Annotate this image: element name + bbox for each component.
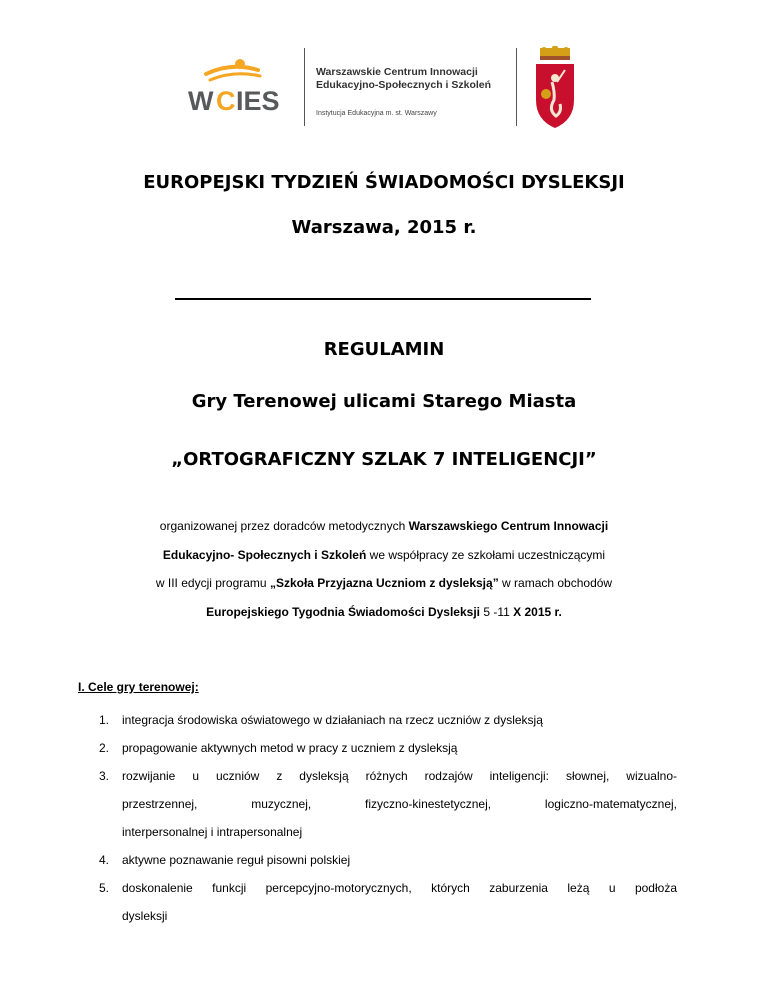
regulations-heading: REGULAMIN — [323, 339, 445, 360]
intro-bold: „Szkoła Przyjazna Uczniom z dysleksją” — [269, 576, 499, 590]
intro-line — [0, 576, 768, 590]
list-text: integracja środowiska oświatowego w działaniach na rzecz uczniów z dysleksją — [122, 713, 543, 727]
game-title: Gry Terenowej ulicami Starego Miasta — [191, 391, 577, 412]
header-divider — [304, 48, 305, 126]
intro-bold: Edukacyjno- Społecznych i Szkoleń — [162, 548, 367, 562]
intro-line — [0, 605, 768, 619]
list-item — [99, 762, 677, 846]
list-item — [99, 874, 677, 930]
svg-text:W: W — [188, 86, 214, 114]
intro-line — [0, 548, 768, 562]
document-place-date: Warszawa, 2015 r. — [291, 217, 477, 238]
section-heading: I. Cele gry terenowej: — [78, 680, 199, 694]
list-text: interpersonalnej i intrapersonalnej — [122, 825, 303, 839]
list-text: propagowanie aktywnych metod w pracy z uczniem z dysleksją — [122, 741, 458, 755]
header-divider — [516, 48, 517, 126]
goals-list — [99, 706, 677, 930]
intro-text: 5 -11 — [480, 605, 514, 619]
svg-text:IES: IES — [236, 86, 280, 114]
list-number: 3. — [99, 769, 110, 783]
institution-line2: Edukacyjno-Społecznych i Szkoleń — [316, 79, 492, 91]
intro-text: we współpracy ze szkołami uczestniczącymi — [366, 548, 606, 562]
wcies-logo — [186, 54, 296, 114]
list-number: 5. — [99, 881, 110, 895]
warsaw-crest-icon — [532, 46, 578, 130]
institution-line1: Warszawskie Centrum Innowacji — [316, 66, 478, 78]
list-number: 2. — [99, 741, 110, 755]
intro-bold: Warszawskiego Centrum Innowacji — [408, 519, 609, 533]
intro-text: w III edycji programu — [155, 576, 270, 590]
list-item — [99, 734, 677, 762]
list-text: dysleksji — [122, 909, 168, 923]
intro-bold: X 2015 r. — [513, 605, 562, 619]
intro-bold: Europejskiego Tygodnia Świadomości Dysleksji — [206, 605, 480, 619]
list-text: rozwijanie u uczniów z dysleksją różnych rodzajów inteligencji: słownej, wizualno- — [122, 769, 677, 783]
list-text: przestrzennej, muzycznej, fizyczno-kinestetycznej, logiczno-matematycznej, — [122, 797, 677, 811]
game-name: „ORTOGRAFICZNY SZLAK 7 INTELIGENCJI” — [171, 449, 597, 470]
list-number: 4. — [99, 853, 110, 867]
intro-line — [0, 519, 768, 533]
list-text: doskonalenie funkcji percepcyjno-motorycznych, których zaburzenia leżą u podłoża — [122, 881, 677, 895]
intro-text: w ramach obchodów — [498, 576, 613, 590]
list-item — [99, 846, 677, 874]
list-number: 1. — [99, 713, 110, 727]
svg-text:C: C — [216, 86, 236, 114]
institution-subtitle: Instytucja Edukacyjna m. st. Warszawy — [316, 110, 437, 117]
list-text: aktywne poznawanie reguł pisowni polskiej — [122, 853, 351, 867]
horizontal-rule — [175, 298, 591, 300]
institution-name — [316, 66, 491, 117]
document-title: EUROPEJSKI TYDZIEŃ ŚWIADOMOŚCI DYSLEKSJI — [143, 172, 625, 193]
letterhead — [186, 44, 586, 128]
list-item — [99, 706, 677, 734]
intro-text: organizowanej przez doradców metodycznych — [159, 519, 409, 533]
